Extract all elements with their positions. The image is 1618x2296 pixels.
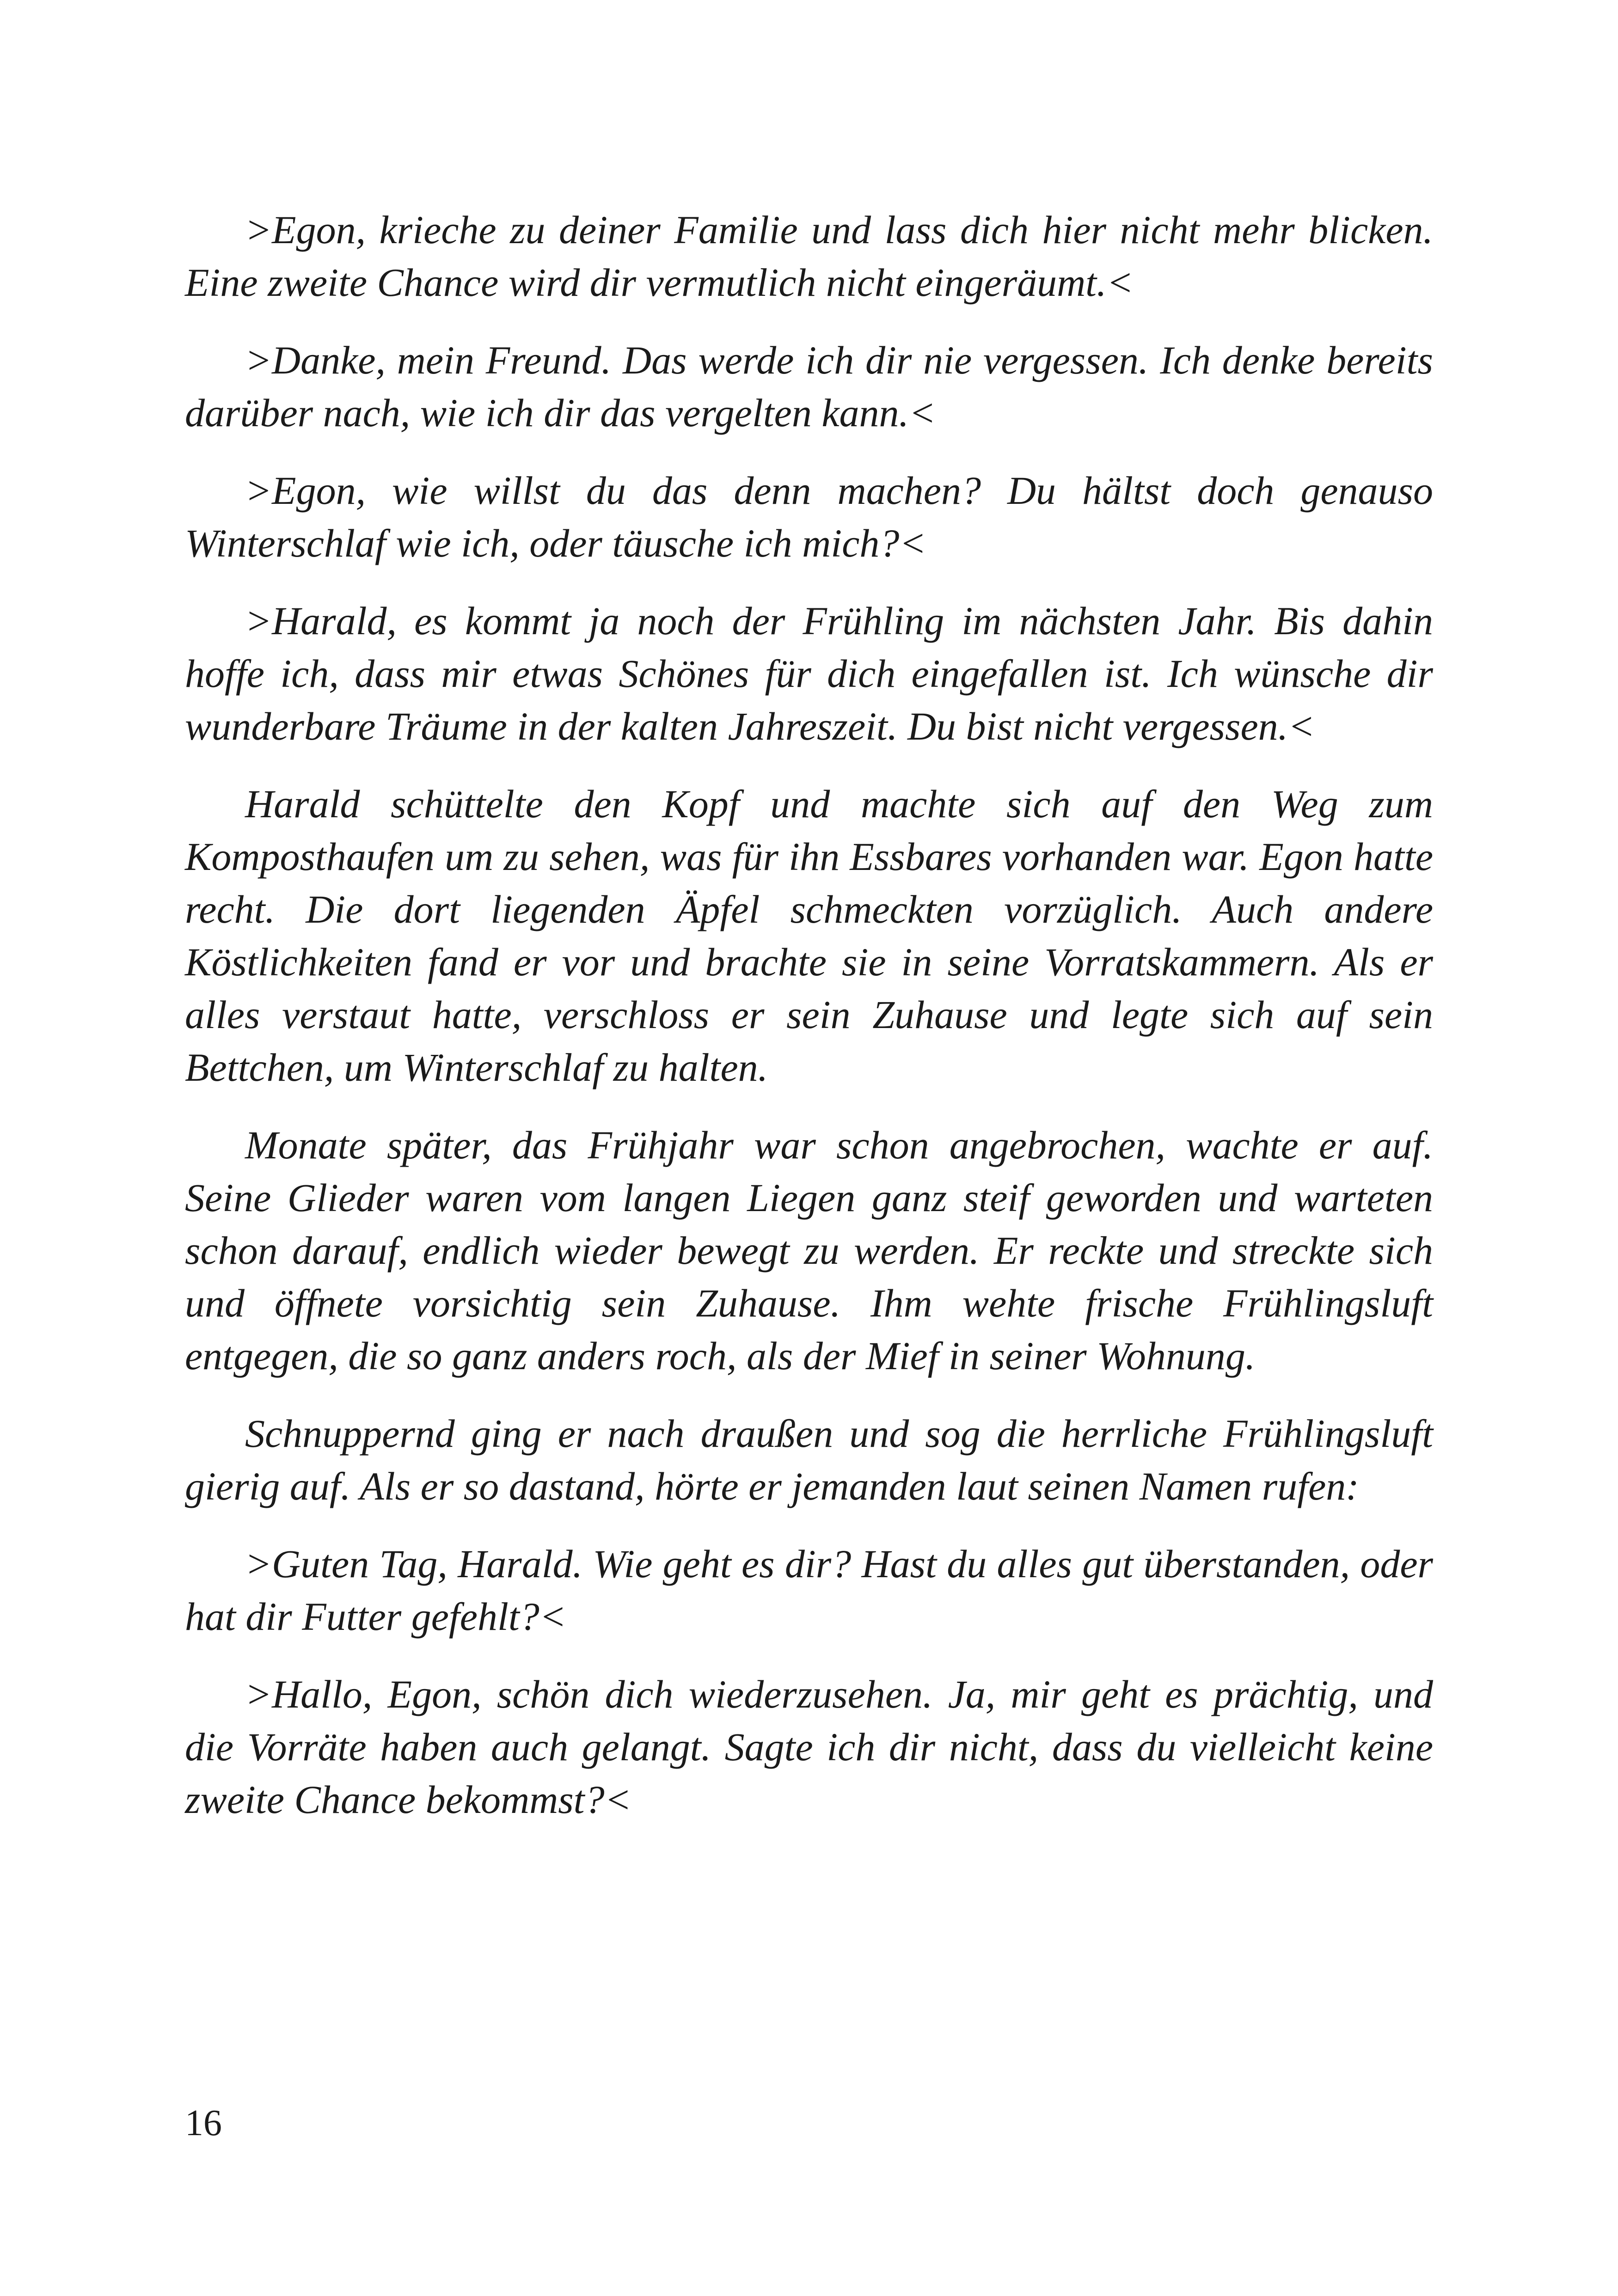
- paragraph: >Guten Tag, Harald. Wie geht es dir? Hast du alles gut überstanden, oder hat dir Futter gefehlt?<: [185, 1542, 1433, 1639]
- paragraph: Schnuppernd ging er nach draußen und sog die herrliche Frühlingsluft gierig auf. Als er so dastand, hörte er jemanden laut seinen Namen rufen:: [185, 1411, 1433, 1508]
- paragraph: >Egon, krieche zu deiner Familie und lass dich hier nicht mehr blicken. Eine zweite Chance wird dir vermutlich nicht eingeräumt.<: [185, 208, 1433, 305]
- paragraph: Harald schüttelte den Kopf und machte sich auf den Weg zum Komposthaufen um zu sehen, was für ihn Essbares vorhanden war. Egon hatte recht. Die dort liegenden Äpfel schmeckten vorzüglich. Auch andere Köstlichkeiten fand er vor und brachte sie in seine Vorratskammern. Als er alles verstaut hatte, verschloss er sein Zuhause und legte sich auf sein Bettchen, um Winterschlaf zu halten.: [185, 782, 1433, 1090]
- paragraph: Monate später, das Frühjahr war schon angebrochen, wachte er auf. Seine Glieder waren vom langen Liegen ganz steif geworden und warteten schon darauf, endlich wieder bewegt zu werden. Er reckte und streckte sich und öffnete vorsichtig sein Zuhause. Ihm wehte frische Frühlingsluft entgegen, die so ganz anders roch, als der Mief in seiner Wohnung.: [185, 1123, 1433, 1378]
- paragraph: >Egon, wie willst du das denn machen? Du hältst doch genauso Winterschlaf wie ich, oder täusche ich mich?<: [185, 468, 1433, 565]
- body-text: [185, 203, 1433, 1851]
- paragraph: >Hallo, Egon, schön dich wiederzusehen. Ja, mir geht es prächtig, und die Vorräte haben auch gelangt. Sagte ich dir nicht, dass du vielleicht keine zweite Chance bekommst?<: [185, 1672, 1433, 1822]
- paragraph: >Harald, es kommt ja noch der Frühling im nächsten Jahr. Bis dahin hoffe ich, dass mir etwas Schönes für dich eingefallen ist. Ich wünsche dir wunderbare Träume in der kalten Jahreszeit. Du bist nicht vergessen.<: [185, 599, 1433, 748]
- page-number: 16: [185, 2103, 222, 2143]
- paragraph: >Danke, mein Freund. Das werde ich dir nie vergessen. Ich denke bereits darüber nach, wie ich dir das vergelten kann.<: [185, 338, 1433, 435]
